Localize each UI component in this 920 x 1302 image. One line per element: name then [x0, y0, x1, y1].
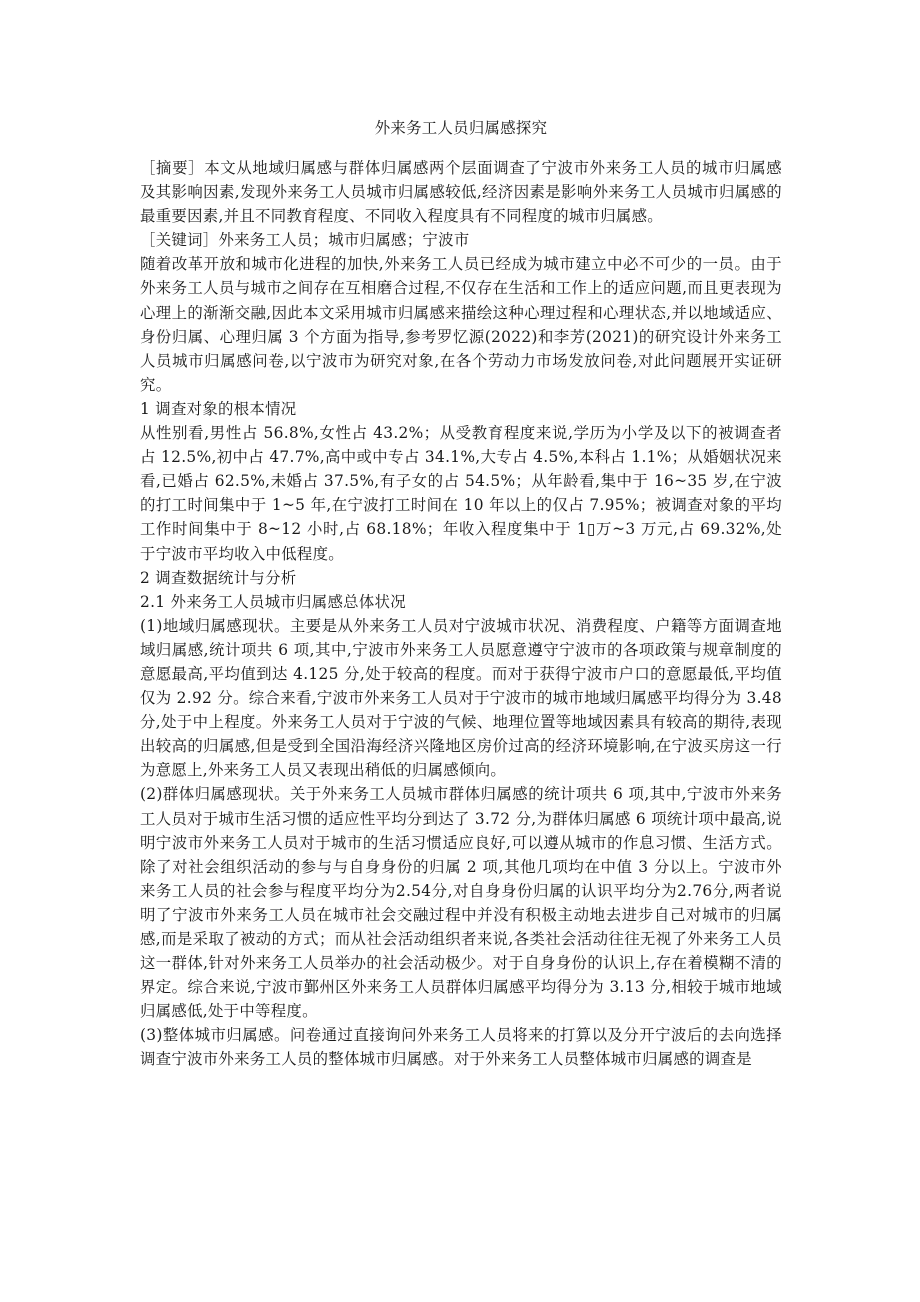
document-page [140, 116, 782, 1072]
section-1-paragraph: 从性别看,男性占 56.8%,女性占 43.2%；从受教育程度来说,学历为小学及以下的被调查者占 12.5%,初中占 47.7%,高中或中专占 34.1%,大专占 4.5%,本科占 1.1%；从婚姻状况来看,已婚占 62.5%,未婚占 37.5%,有子女的占 54.5%；从年龄看,集中于 16~35 岁,在宁波的打工时间集中于 1~5 年,在宁波打工时间在 10 年以上的仅占 7.95%；被调查对象的平均工作时间集中于 8~12 小时,占 68.18%；年收入程度集中于 1▯万~3 万元,占 69.32%,处于宁波市平均收入中低程度。 [140, 424, 782, 563]
section-1-heading: 1 调查对象的根本情况 [140, 399, 297, 418]
intro-paragraph: 随着改革开放和城市化进程的加快,外来务工人员已经成为城市建立中必不可少的一员。由于外来务工人员与城市之间存在互相磨合过程,不仅存在生活和工作上的适应问题,而且更表现为心理上的渐渐交融,因此本文采用城市归属感来描绘这种心理过程和心理状态,并以地域适应、身份归属、心理归属 3 个方面为指导,参考罗忆源(2022)和李芳(2021)的研究设计外来务工人员城市归属感问卷,以宁波市为研究对象,在各个劳动力市场发放问卷,对此问题展开实证研究。 [140, 255, 782, 394]
abstract-paragraph: ［摘要］本文从地域归属感与群体归属感两个层面调查了宁波市外来务工人员的城市归属感及其影响因素,发现外来务工人员城市归属感较低,经济因素是影响外来务工人员城市归属感的最重要因素,并且不同教育程度、不同收入程度具有不同程度的城市归属感。 [140, 159, 782, 226]
regional-belonging-paragraph: (1)地域归属感现状。主要是从外来务工人员对宁波城市状况、消费程度、户籍等方面调查地域归属感,统计项共 6 项,其中,宁波市外来务工人员愿意遵守宁波市的各项政策与规章制度的意愿最高,平均值到达 4.125 分,处于较高的程度。而对于获得宁波市户口的意愿最低,平均值仅为 2.92 分。综合来看,宁波市外来务工人员对于宁波市的城市地域归属感平均得分为 3.48 分,处于中上程度。外来务工人员对于宁波的气候、地理位置等地域因素具有较高的期待,表现出较高的归属感,但是受到全国沿海经济兴隆地区房价过高的经济环境影响,在宁波买房这一行为意愿上,外来务工人员又表现出稍低的归属感倾向。 [140, 616, 782, 780]
section-2-1-heading: 2.1 外来务工人员城市归属感总体状况 [140, 592, 406, 611]
keywords-line: ［关键词］外来务工人员；城市归属感；宁波市 [140, 231, 470, 250]
section-2-heading: 2 调查数据统计与分析 [140, 568, 297, 587]
overall-belonging-paragraph: (3)整体城市归属感。问卷通过直接询问外来务工人员将来的打算以及分开宁波后的去向选择调查宁波市外来务工人员的整体城市归属感。对于外来务工人员整体城市归属感的调查是 [140, 1026, 782, 1069]
document-title: 外来务工人员归属感探究 [374, 119, 548, 137]
group-belonging-paragraph: (2)群体归属感现状。关于外来务工人员城市群体归属感的统计项共 6 项,其中,宁波市外来务工人员对于城市生活习惯的适应性平均分到达了 3.72 分,为群体归属感 6 项统计项中最高,说明宁波市外来务工人员对于城市的生活习惯适应良好,可以遵从城市的作息习惯、生活方式。除了对社会组织活动的参与与自身身份的归属 2 项,其他几项均在中值 3 分以上。宁波市外来务工人员的社会参与程度平均分为2.54分,对自身身份归属的认识平均分为2.76分,两者说明了宁波市外来务工人员在城市社会交融过程中并没有积极主动地去进步自己对城市的归属感,而是采取了被动的方式；而从社会活动组织者来说,各类社会活动往往无视了外来务工人员这一群体,针对外来务工人员举办的社会活动极少。对于自身身份的认识上,存在着模糊不清的界定。综合来说,宁波市鄞州区外来务工人员群体归属感平均得分为 3.13 分,相较于城市地域归属感低,处于中等程度。 [140, 785, 782, 1021]
